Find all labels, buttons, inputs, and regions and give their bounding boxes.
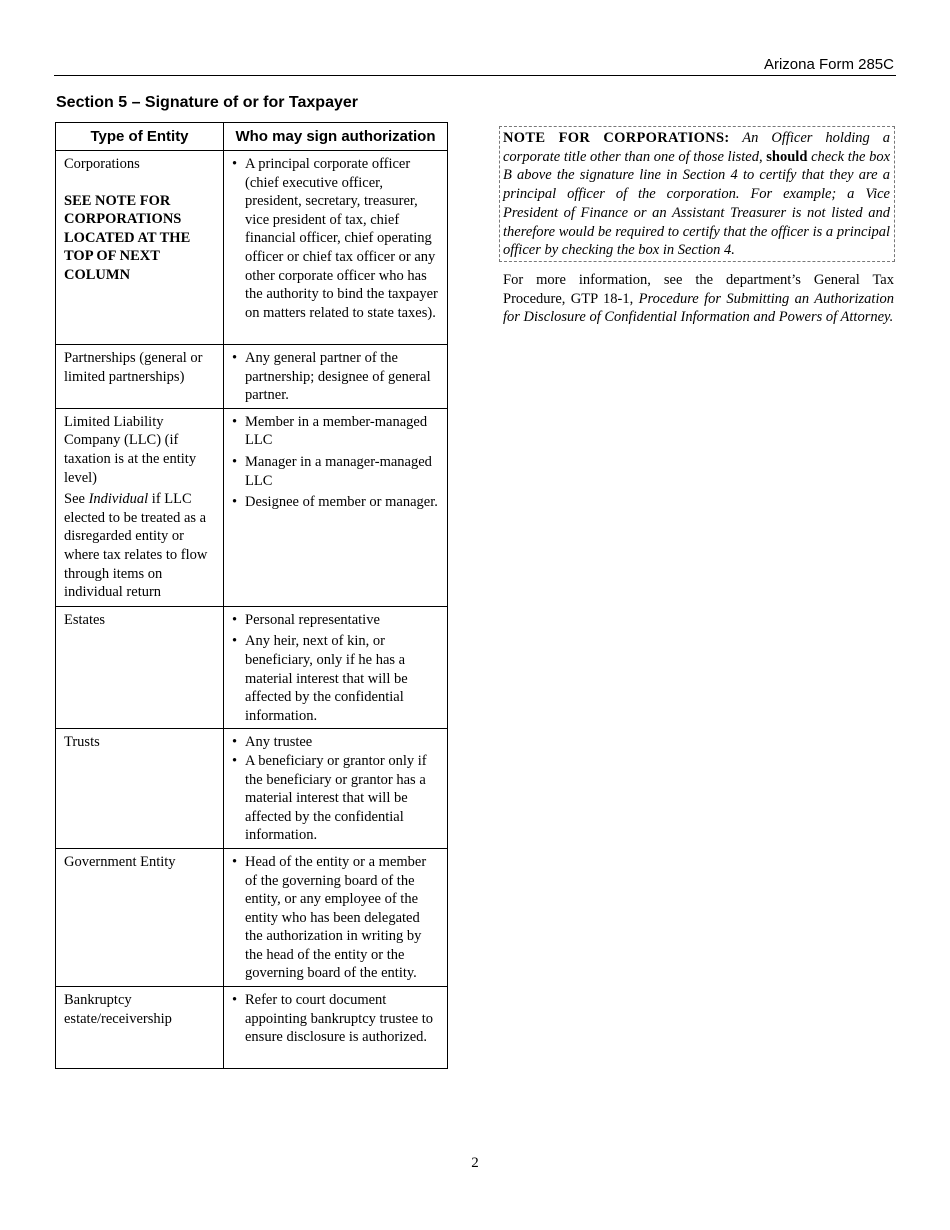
signer-list bbox=[232, 611, 441, 726]
table-row bbox=[56, 729, 448, 849]
see-rest: if LLC elected to be treated as a disregarded entity or where tax relates to flow through items on individual return bbox=[64, 491, 208, 601]
signer-list bbox=[232, 349, 441, 405]
entity-cell bbox=[56, 345, 224, 409]
column-header-entity: Type of Entity bbox=[56, 123, 224, 151]
entity-name: Trusts bbox=[64, 734, 100, 751]
entity-name: Government Entity bbox=[64, 853, 176, 870]
table-row bbox=[56, 848, 448, 986]
table-header-row bbox=[56, 123, 448, 151]
entity-name: Partnerships (general or limited partnerships) bbox=[64, 350, 203, 385]
entity-name: Corporations bbox=[64, 156, 140, 172]
list-item: • Refer to court document appointing bankruptcy trustee to ensure disclosure is authorized. bbox=[232, 991, 441, 1047]
entity-cell bbox=[56, 848, 224, 986]
entity-cell bbox=[56, 408, 224, 606]
table-row bbox=[56, 987, 448, 1069]
signer-list bbox=[232, 853, 441, 983]
entity-note: SEE NOTE FOR CORPORATIONS LOCATED AT THE TOP OF NEXT COLUMN bbox=[64, 192, 191, 283]
list-item: • Designee of member or manager. bbox=[232, 493, 441, 512]
signer-cell bbox=[224, 345, 448, 409]
entity-cell bbox=[56, 729, 224, 849]
more-info-paragraph bbox=[503, 271, 894, 327]
entity-cell bbox=[56, 151, 224, 345]
signer-list bbox=[232, 733, 441, 845]
signer-list bbox=[232, 155, 441, 322]
signer-list bbox=[232, 991, 441, 1047]
list-item: • Manager in a manager-managed LLC bbox=[232, 453, 441, 490]
list-item: • A principal corporate officer (chief executive officer, president, secretary, treasurer, vice president of tax, chief financial officer, chief operating officer or chief tax officer or any other corporate officer who has the authority to bind the taxpayer on matters related to state taxes). bbox=[232, 155, 441, 322]
entity-cell bbox=[56, 606, 224, 729]
note-text-a: An Officer holding a corporate title other than one of those listed, bbox=[503, 130, 890, 165]
table-row bbox=[56, 345, 448, 409]
signer-cell bbox=[224, 606, 448, 729]
column-header-signer: Who may sign authorization bbox=[224, 123, 448, 151]
table-row bbox=[56, 151, 448, 345]
section-title: Section 5 – Signature of or for Taxpayer bbox=[56, 94, 358, 111]
entity-cell bbox=[56, 987, 224, 1069]
signer-cell bbox=[224, 987, 448, 1069]
signer-cell bbox=[224, 848, 448, 986]
list-item: • Personal representative bbox=[232, 611, 441, 630]
note-lead: NOTE FOR CORPORATIONS: bbox=[503, 130, 730, 146]
list-item: • Any trustee bbox=[232, 733, 441, 752]
note-text-b: check the box B above the signature line in Section 4 to certify that they are a principal officer of the corporation. For example; a Vice President of Finance or an Assistant Treasurer is not listed and therefore would be required to certify that the officer is a principal officer by checking the box in Section 4. bbox=[503, 148, 891, 259]
entity-see-note bbox=[64, 490, 217, 602]
list-item: • A beneficiary or grantor only if the beneficiary or grantor has a material interest that will be affected by the confidential information. bbox=[232, 752, 441, 845]
see-italic: Individual bbox=[88, 491, 149, 508]
signature-authority-table bbox=[55, 122, 448, 1069]
signer-list bbox=[232, 413, 441, 512]
corporations-note bbox=[499, 126, 895, 262]
signer-cell bbox=[224, 729, 448, 849]
note-emphasis: should bbox=[766, 148, 808, 165]
table-row bbox=[56, 408, 448, 606]
table-row bbox=[56, 606, 448, 729]
see-word: See bbox=[64, 491, 85, 508]
entity-name: Estates bbox=[64, 611, 106, 628]
entity-name: Limited Liability Company (LLC) (if taxation is at the entity level) bbox=[64, 413, 197, 486]
list-item: • Any heir, next of kin, or beneficiary, only if he has a material interest that will be affected by the confidential information. bbox=[232, 632, 441, 725]
procedure-title: Procedure for Submitting an Authorization for Disclosure of Confidential Information and Powers of Attorney. bbox=[503, 290, 894, 326]
list-item: • Any general partner of the partnership; designee of general partner. bbox=[232, 349, 441, 405]
list-item: • Member in a member-managed LLC bbox=[232, 413, 441, 450]
more-info-text: For more information, see the department’s General Tax Procedure, GTP 18-1, bbox=[503, 272, 894, 307]
header-rule bbox=[54, 75, 896, 76]
signer-cell bbox=[224, 408, 448, 606]
form-number: Arizona Form 285C bbox=[763, 56, 894, 73]
entity-name: Bankruptcy estate/receivership bbox=[64, 992, 172, 1027]
signer-cell bbox=[224, 151, 448, 345]
page-number: 2 bbox=[471, 1155, 479, 1171]
list-item: • Head of the entity or a member of the governing board of the entity, or any employee of the entity who has been delegated the authorization in writing by the head of the entity or the governing board of the entity. bbox=[232, 853, 441, 983]
